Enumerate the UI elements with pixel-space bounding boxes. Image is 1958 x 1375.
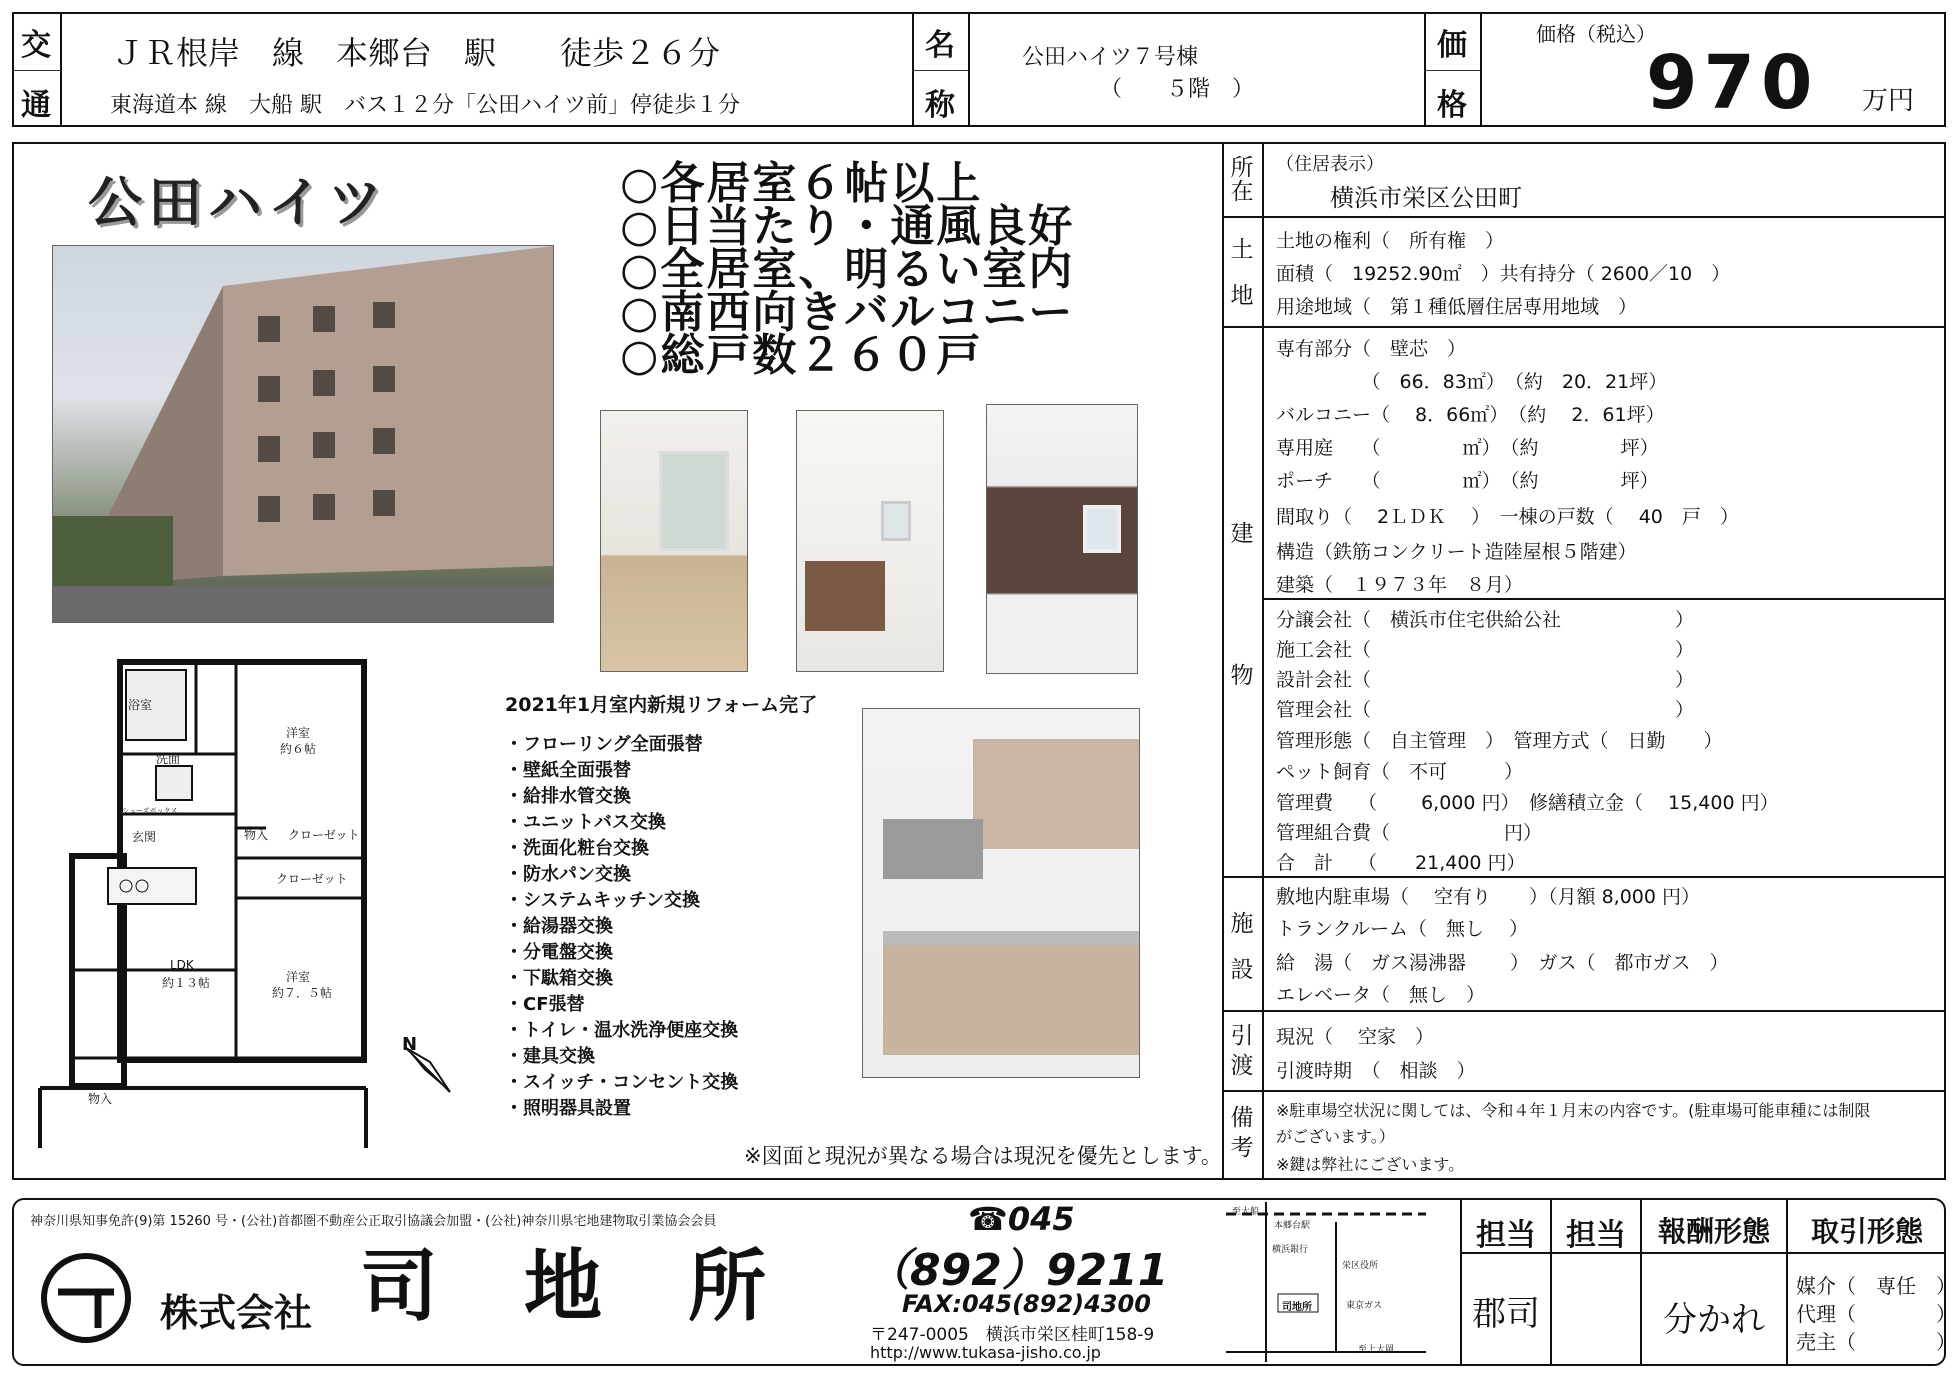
feature-1: ○各居室６帖以上 [620, 158, 983, 209]
reform-item: ・トイレ・温水洗浄便座交換 [505, 1020, 739, 1041]
reform-item: ・システムキッチン交換 [505, 890, 700, 911]
land-line: 面積（ 19252.90㎡ ）共有持分（ 2600／10 ） [1276, 263, 1731, 285]
access-line-2: 東海道本 線 大船 駅 バス１２分「公田ハイツ前」停徒歩１分 [110, 93, 740, 118]
map-label: 栄区役所 [1342, 1261, 1379, 1271]
reform-item: ・給湯器交換 [505, 916, 613, 937]
land-line: 土地の権利（ 所有権 ） [1276, 230, 1505, 252]
trade-line: 売主（ ） [1796, 1330, 1956, 1354]
land-label-2: 地 [1230, 283, 1254, 309]
handover-label-2: 渡 [1230, 1053, 1254, 1079]
fp-wash-label: 洗面 [156, 752, 181, 766]
col-header-staff-2: 担当 [1566, 1218, 1626, 1253]
col-header-fee: 報酬形態 [1657, 1215, 1770, 1248]
fp-shoebox-label: シューズボックス [122, 807, 178, 815]
reform-item: ・フローリング全面張替 [505, 734, 703, 755]
fp-closet1-label: クローゼット [288, 828, 360, 842]
feature-5: ○総戸数２６０戸 [620, 330, 983, 381]
building-line: バルコニー（ 8．66㎡） （約 2．61坪） [1276, 404, 1665, 426]
col-header-staff: 担当 [1476, 1218, 1536, 1253]
reform-item: ・壁紙全面張替 [505, 760, 631, 781]
access-line-1: ＪＲ根岸 線 本郷台 駅 徒歩２６分 [112, 34, 721, 72]
fp-bath-label: 浴室 [128, 698, 153, 712]
fp-ldk-size: 約１３帖 [162, 976, 211, 990]
building-label-2: 物 [1230, 663, 1254, 689]
feature-4: ○南西向きバルコニー [620, 287, 1075, 338]
building-line: ポーチ （ ㎡） （約 坪） [1276, 470, 1659, 492]
fp-storage1-label: 物入 [244, 828, 269, 842]
facility-label-2: 設 [1230, 957, 1254, 983]
reform-item: ・洗面化粧台交換 [505, 838, 649, 859]
map-label: 東京ガス [1346, 1301, 1383, 1311]
address-caption: （住居表示） [1276, 154, 1384, 175]
mgmt-line: 施工会社（ ） [1276, 639, 1695, 661]
fp-room1-label: 洋室 [286, 726, 311, 740]
kitchen-photo [862, 708, 1140, 1078]
handover-line: 引渡時期 （ 相談 ） [1276, 1060, 1476, 1082]
mgmt-line: 設計会社（ ） [1276, 669, 1695, 691]
bathroom-photo [986, 404, 1138, 674]
fp-storage2-label: 物入 [88, 1092, 113, 1106]
address: 横浜市栄区公田町 [1330, 184, 1522, 212]
building-line: 専有部分（ 壁芯 ） [1276, 338, 1467, 360]
license-text: 神奈川県知事免許(9)第 15260 号・(公社)首都圏不動産公正取引協議会加盟・(公社)神奈川県宅地建物取引業協会会員 [30, 1214, 717, 1229]
facility-line: トランクルーム（ 無し ） [1276, 918, 1529, 940]
location-label-2: 在 [1230, 179, 1254, 205]
section-divider [1222, 876, 1946, 878]
handover-line: 現況（ 空家 ） [1276, 1026, 1435, 1048]
header-divider [1480, 12, 1482, 127]
name-label-1: 名 [925, 28, 955, 63]
map-label: 至大船 [1232, 1207, 1260, 1217]
fp-entrance-label: 玄関 [132, 830, 157, 844]
section-divider [1262, 598, 1946, 600]
company-name: 司 地 所 [360, 1242, 771, 1332]
reform-title: 2021年1月室内新規リフォーム完了 [505, 694, 818, 716]
mgmt-line: 管理会社（ ） [1276, 699, 1695, 721]
plan-note: ※図面と現況が異なる場合は現況を優先とします。 [744, 1144, 1222, 1168]
floor-plan [36, 658, 368, 1154]
building-line: 建築（ １９７３年 ８月） [1276, 574, 1524, 596]
living-room-photo [600, 410, 748, 672]
company-address: 〒247-0005 横浜市栄区桂町158-9 [870, 1325, 1155, 1345]
feature-2: ○日当たり・通風良好 [620, 201, 1075, 252]
fp-ldk-label: LDK [170, 958, 194, 972]
price-label-1: 価 [1437, 28, 1467, 63]
section-divider [1222, 216, 1946, 218]
building-label-1: 建 [1230, 521, 1254, 547]
fp-room1-size: 約６帖 [280, 742, 317, 756]
map-label: 至上大岡 [1358, 1345, 1395, 1355]
remarks-label-2: 考 [1230, 1135, 1254, 1161]
land-label-1: 土 [1230, 237, 1254, 263]
remarks-line: ※駐車場空状況に関しては、令和４年１月末の内容です。(駐車場可能車種には制限 [1276, 1101, 1871, 1120]
price-caption: 価格（税込） [1536, 22, 1656, 46]
building-line: （ 66．83㎡） （約 20．21坪） [1276, 371, 1668, 393]
header-row-divider [912, 70, 968, 71]
washroom-photo [796, 410, 944, 672]
reform-item: ・建具交換 [505, 1046, 595, 1067]
reform-item: ・給排水管交換 [505, 786, 631, 807]
fp-room2-size: 約７．５帖 [272, 986, 333, 1000]
header-row-divider [1424, 70, 1480, 71]
land-line: 用途地域（ 第１種低層住居専用地域 ） [1276, 296, 1638, 318]
company-prefix: 株式会社 [160, 1291, 313, 1335]
building-line: 専用庭 （ ㎡） （約 坪） [1276, 437, 1659, 459]
facility-line: 敷地内駐車場（ 空有り ）（月額 8,000 円） [1276, 886, 1701, 908]
reform-item: ・分電盤交換 [505, 942, 613, 963]
traffic-label-1: 交 [21, 28, 51, 63]
section-divider [1222, 326, 1946, 328]
main-divider [1222, 142, 1224, 1180]
location-label-1: 所 [1230, 155, 1254, 181]
facility-label-1: 施 [1230, 911, 1254, 937]
price-unit: 万円 [1862, 86, 1915, 116]
company-url: http://www.tukasa-jisho.co.jp [870, 1343, 1101, 1362]
remarks-line: ※鍵は弊社にございます。 [1276, 1155, 1465, 1174]
building-title: 公田ハイツ [88, 171, 388, 234]
right-label-divider [1262, 142, 1264, 1180]
mgmt-line: 管理形態（ 自主管理 ） 管理方式（ 日勤 ） [1276, 730, 1723, 752]
map-label: 本郷台駅 [1274, 1221, 1311, 1231]
reform-item: ・ユニットバス交換 [505, 812, 666, 833]
property-name: 公田ハイツ７号棟 [1022, 45, 1199, 70]
remarks-label-1: 備 [1230, 1105, 1254, 1131]
trade-line: 媒介（ 専任 ） [1796, 1274, 1956, 1298]
company-logo [38, 1250, 134, 1346]
feature-3: ○全居室、明るい室内 [620, 244, 1075, 295]
facility-line: エレベータ（ 無し ） [1276, 984, 1486, 1006]
section-divider [1222, 1010, 1946, 1012]
mgmt-line: ペット飼育（ 不可 ） [1276, 761, 1524, 783]
name-label-2: 称 [925, 88, 955, 123]
fp-room2-label: 洋室 [286, 970, 311, 984]
remarks-line: がございます。） [1276, 1127, 1395, 1146]
header-row-divider [12, 70, 62, 71]
trade-line: 代理（ ） [1796, 1302, 1956, 1326]
fee-type: 分かれ [1663, 1300, 1765, 1340]
price-value: 970 [1646, 40, 1819, 126]
access-map [1226, 1202, 1426, 1362]
header-divider [968, 12, 970, 127]
price-label-2: 格 [1437, 88, 1467, 123]
mgmt-line: 分譲会社（ 横浜市住宅供給公社 ） [1276, 609, 1695, 631]
tel-number: （892）9211 [866, 1245, 1169, 1296]
floor-info: （ ５階 ） [1100, 77, 1255, 102]
fp-closet2-label: クローゼット [276, 872, 348, 886]
building-line: 構造（鉄筋コンクリート造陸屋根５階建） [1276, 541, 1637, 563]
handover-label-1: 引 [1230, 1023, 1254, 1049]
map-label: 横浜銀行 [1272, 1245, 1309, 1255]
staff-name: 郡司 [1472, 1294, 1540, 1334]
fax-number: FAX:045(892)4300 [902, 1290, 1151, 1318]
mgmt-line: 管理組合費（ 円） [1276, 822, 1543, 844]
reform-item: ・照明器具設置 [505, 1098, 631, 1119]
mgmt-line: 管理費 （ 6,000 円） 修繕積立金（ 15,400 円） [1276, 792, 1779, 814]
building-line: 間取り（ 2ＬＤＫ ） 一棟の戸数（ 40 戸 ） [1276, 506, 1739, 528]
col-header-trade: 取引形態 [1810, 1215, 1923, 1248]
tel-prefix: ☎045 [968, 1200, 1075, 1238]
map-label: 司地所 [1282, 1302, 1312, 1313]
section-divider [1222, 1090, 1946, 1092]
reform-item: ・スイッチ・コンセント交換 [505, 1072, 739, 1093]
reform-item: ・下駄箱交換 [505, 968, 613, 989]
north-label: N [402, 1034, 418, 1055]
building-photo [52, 245, 554, 623]
reform-item: ・防水パン交換 [505, 864, 631, 885]
traffic-label-2: 通 [21, 88, 51, 123]
reform-item: ・CF張替 [505, 994, 585, 1015]
mgmt-line: 合 計 （ 21,400 円） [1276, 852, 1526, 874]
facility-line: 給 湯（ ガス湯沸器 ） ガス（ 都市ガス ） [1276, 952, 1729, 974]
